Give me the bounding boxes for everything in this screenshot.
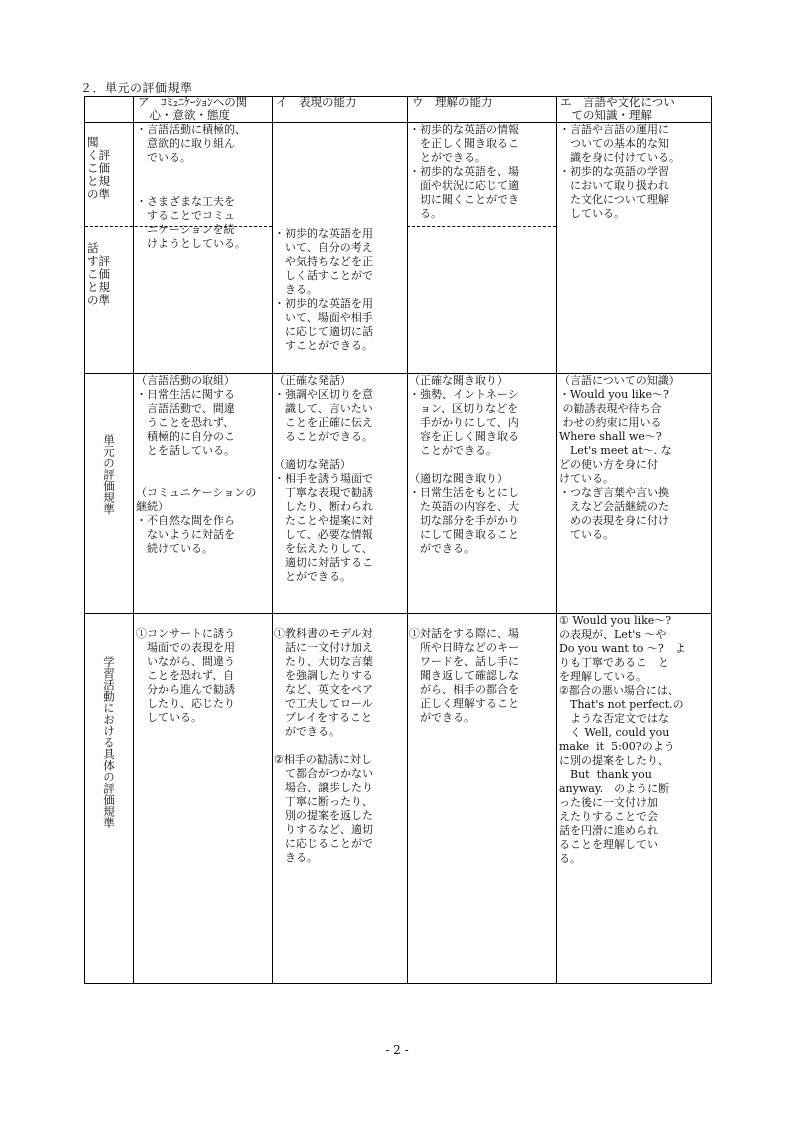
cell-comprehension-unit: （正確な聞き取り） ・強勢、イントネーシ ョン、区切りなどを 手がかりにして、内 容を正しく聞き取る ことができる。 （適切な聞き取り） ・日常生活をもとにし た英語の内容を、大 切な部分を手がかり にして聞き取ること ができる。 xyxy=(409,374,519,555)
cell-knowledge-unit: （言語についての知識） ・Would you like～? の勧誘表現や待ち合 わせの約束に用いる Where shall we～? Let's meet at～. な どの使い方を身に付 けている。 ・つなぎ言葉や言い換 えなど会話継続のた めの表現を身に付け ている。 xyxy=(559,374,680,541)
cell-expression-activity: ①教科書のモデル対 話に一文付け加え たり、大切な言葉 を強調したりする など、英文をペア で工夫してロール プレイをすること ができる。 ②相手の勧誘に対し て都合がつかない 場合、譲歩したり 丁寧に断ったり、 別の提案を返した りするなど、適切 に応じることがで きる。 xyxy=(274,627,373,864)
table-border-right xyxy=(711,96,712,984)
header-interest: ア ｺﾐｭﾆｹｰｼｮﾝへの関 心・意欲・態度 xyxy=(138,96,248,122)
column-divider xyxy=(133,96,134,984)
evaluation-criteria-table xyxy=(84,96,712,984)
cell-interest-speaking: ・さまざまな工夫を することでコミュ ニケーションを続 けようとしている。 xyxy=(136,195,246,250)
page-number: - 2 - xyxy=(385,1043,409,1057)
cell-knowledge-activity: ① Would you like～? の表現が、Let's ～や Do you want to ～? よ りも丁寧であるこ と を理解している。 ②都合の悪い場合には、 That's not perfect.の ような否定文ではな く Well, could you make it 5:00?のよう に別の提案をしたり、 But thank you anyway. のように断 った後に一文付け加 えたりすることで会 話を円滑に進められ ることを理解してい る。 xyxy=(559,614,686,865)
section-heading: ２．単元の評価規準 xyxy=(80,81,193,95)
column-divider xyxy=(556,96,557,984)
row-label-unit: 単元の評価規準 xyxy=(102,434,116,515)
cell-knowledge: ・言語や言語の運用に ついての基本的な知 識を身に付けている。 ・初歩的な英語の学習 において取り扱われ た文化について理解 している。 xyxy=(559,123,680,220)
column-divider xyxy=(272,96,273,984)
row-label-speaking: 話 す評 こ価 と規 の準 xyxy=(87,242,110,307)
column-divider xyxy=(407,96,408,984)
cell-comprehension-listening: ・初歩的な英語の情報 を正しく聞き取るこ とができる。 ・初歩的な英語を、場 面や状況に応じて適 切に聞くことができ る。 xyxy=(409,123,519,220)
cell-expression-unit: （正確な発話） ・強調や区切りを意 識して、言いたい ことを正確に伝え ることができる。 （適切な発話） ・相手を誘う場面で 丁寧な表現で勧誘 したり、断わられ たことや提案に対 して、必要な情報 を伝えたりして、 適切に対話するこ とができる。 xyxy=(274,374,373,583)
table-border-bottom xyxy=(84,983,712,984)
cell-interest-unit: （言語活動の取組） ・日常生活に関する 言語活動で、間違 うことを恐れず、 積極的に自分のこ とを話している。 （コミュニケーションの 継続） ・不自然な間を作ら ないように対話を 続けている。 xyxy=(136,374,257,555)
row-label-listening: 聞 く評 こ価 と規 の準 xyxy=(87,136,110,201)
cell-comprehension-activity: ①対話をする際に、場 所や日時などのキー ワードを、話し手に 聞き返して確認しな がら、相手の都合を 正しく理解すること ができる。 xyxy=(409,627,519,724)
cell-interest-activity: ①コンサートに誘う 場面での表現を用 いながら、間違う ことを恐れず、自 分から進んで勧誘 したり、応じたり している。 xyxy=(136,627,235,724)
cell-expression-speaking: ・初歩的な英語を用 いて、自分の考え や気持ちなどを正 しく話すことがで きる。 ・初歩的な英語を用 いて、場面や相手 に応じて適切に話 すことができる。 xyxy=(274,227,373,352)
dashed-divider xyxy=(407,226,556,227)
cell-interest-listening: ・言語活動に積極的、 意欲的に取り組ん でいる。 xyxy=(136,123,246,164)
header-expression: イ 表現の能力 xyxy=(276,96,357,109)
header-comprehension: ウ 理解の能力 xyxy=(412,96,493,109)
row-label-activity: 学習活動における具体の評価規準 xyxy=(102,656,116,829)
header-knowledge: エ 言語や文化につい ての知識・理解 xyxy=(560,96,675,122)
table-border-left xyxy=(84,96,85,984)
